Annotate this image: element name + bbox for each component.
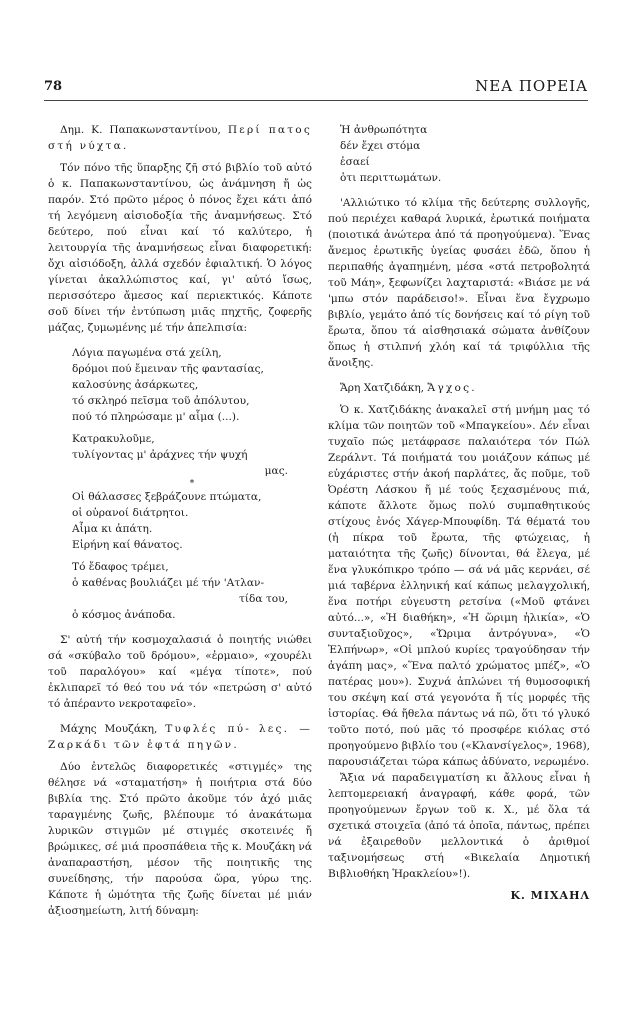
review-title-cont: πατος στή νύχτα. — [48, 124, 313, 152]
poem-line: πού τό πληρώσαμε μ' αἷμα (...). — [72, 411, 240, 423]
review-heading — [48, 721, 312, 753]
review-paragraph: Ἄξια νά παραδειγματίση κι ἄλλους εἶναι ἡ λεπτομερειακή ἀναγραφή, κάθε φορά, τῶν προηγούμενων ἔργων τοῦ κ. Χ., μέ ὅλα τά σχετικά στοιχεῖα (ἀπό τά ὁποῖα, πάντως, πρέπει νά ἐξαιρεθοῦν μελλοντικά ὁ ἀριθμοί ταξινομήσεως στή «Βικελαία Δημοτική Βιβλιοθήκη Ἡρακλείου»!). — [328, 772, 590, 880]
header-rule — [44, 100, 588, 101]
poem-quote — [72, 345, 312, 623]
review-paragraph: Ὁ κ. Χατζιδάκης ἀνακαλεῖ στή μνήμη μας τό κλίμα τῶν ποιητῶν τοῦ «Μπαγκείου». Δέν εἶναι τυχαῖο πώς μετάφρασε παλαιότερα τόν Πώλ Ζεράλντ. Τά ποιήματά του μοιάζουν κάπως μέ εὐχάριστες στήν ἀκοή παρλάτες, ἄς ποῦμε, τοῦ Ὀρέστη Λάσκου ἤ μέ τούς ξεχασμένους πιά, κάποτε ἄλλοτε ὅμως πολύ συμπαθητικούς στίχους ἑνός Χάγερ-Μπουφίδη. Τά θέματά του (ἡ πίκρα τοῦ ἔρωτα, τῆς φτώχειας, ἡ ματαιότητα τῆς ζωῆς) δίνονται, θά ἔλεγα, μέ ἕνα γλυκόπικρο τρόπο — σά νά μᾶς κερνάει, σέ μιά ταβέρνα ἑλληνική καί κάπως μελαγχολική, ἕνα ποτήρι εὐγευστη ρετσίνα («Μοῦ φτάνει αὐτό...», «Ἡ διαθήκη», «Ἡ ὥριμη ἡλικία», «Ὁ συνταξιοῦχος», «Ὥριμα ἀντρόγυνα», «Ὁ Ἐλπήνωρ», «Οἱ μπλού κυρίες τραγούδησαν τήν ἀγάπη μας», «Ἕνα παλτό χρώματος μπέζ», «Ὁ πατέρας μου»). Συχνά ἁπλώνει τή θυμοσοφική του σκέψη καί στά γεγονότα ἤ τίς μορφές τῆς ἱστορίας. Θά ἤθελα πάντως νά πῶ, ὅτι τό γλυκό τοῦτο ποτό, πού μᾶς τό προσφέρε κιόλας στό προηγούμενο βιβλίο του («Κλανσίγελος», 1968), παρουσιάζεται τώρα κάπως ἀδύνατο, νερωμένο. — [328, 404, 590, 768]
poem-line: Αἷμα κι ἀπάτη. — [72, 523, 153, 535]
poem-line: Λόγια παγωμένα στά χείλη, — [72, 347, 222, 359]
poem-line: τυλίγοντας μ' ἀράχνες τήν ψυχή — [72, 449, 248, 461]
review-paragraph: Δύο ἐντελῶς διαφορετικές «στιγμές» της θέλησε νά «σταματήση» ἡ ποιήτρια στά δύο βιβλία της. Στό πρῶτο ἀκοῦμε τόν ἀχό μιᾶς ταραγμένης ζωῆς, βλέπουμε τό ἀνακάτωμα λυρικῶν στιγμῶν μέ στιγμές σκοτεινές ἤ βρώμικες, σέ μιά προσπάθεια τῆς κ. Μουζάκη νά ἀναπαραστήση, μέσον τῆς ποιητικῆς της συνείδησης, τήν παρούσα ὥρα, γύρω της. Κάποτε ἡ ὠμότητα τῆς ζωῆς δίνεται μέ μιάν ἀξιοσημείωτη, λιτή δύναμη: — [48, 761, 312, 917]
poem-line-cont: μας. — [264, 465, 288, 477]
poem-line-cont: τίδα του, — [239, 593, 288, 605]
poem-line: ὁ καθένας βουλιάζει μέ τήν 'Ατλαν- — [72, 577, 265, 589]
review-heading — [48, 122, 312, 154]
poem-line: οἱ οὐρανοί διάτρητοι. — [72, 507, 189, 519]
page-number: 78 — [44, 79, 63, 94]
review-author: Ἄρη Χατζιδάκη, — [340, 382, 425, 394]
review-title: Τυφλές πύ- — [165, 723, 252, 735]
review-title: Περί — [227, 124, 262, 136]
poem-line: ἐσαεί — [340, 156, 370, 168]
review-paragraph: Τόν πόνο τῆς ὕπαρξης ζῆ στό βιβλίο τοῦ αὐτό ὁ κ. Παπακωνσταντίνου, ὡς ἀνάμνηση ἤ ὡς παρόν. Στό πρῶτο μέρος ὁ πόνος ἔχει κάτι ἀπό τή λεγόμενη αἰσιοδοξία τῆς ἀναμνήσεως. Στό δεύτερο, πού εἶναι καί τό καλύτερο, ἡ λειτουργία τῆς ἀναμνήσεως εἶναι διαφορετική: ὄχι αἰσιόδοξη, ἀλλά σχεδόν ἐφιαλτική. Ὁ λόγος γίνεται ἀκαλλώπιστος καί, γι' αὐτό ἴσως, περισσότερο ἄμεσος καί περιεκτικός. Κάποτε σοῦ δίνει τήν ἐντύπωση μιᾶς πηχτῆς, ζοφερῆς μάζας, ζυμωμένης μέ τήν ἀπελπισία: — [48, 162, 312, 334]
author-signature: Κ. ΜΙΧΑΗΛ — [510, 889, 590, 902]
poem-line: ὁτι περιττωμάτων. — [340, 172, 442, 184]
poem-line: καλοσύνης ἀσάρκωτες, — [72, 379, 199, 391]
poem-line: Εἰρήνη καί θάνατος. — [72, 539, 183, 551]
poem-line: ὁ κόσμος ἀνάποδα. — [72, 609, 176, 621]
review-title: Ἄγχος. — [427, 382, 477, 394]
review-paragraph: Σ' αὐτή τήν κοσμοχαλασιά ὁ ποιητής νιώθει σά «σκύβαλο τοῦ δρόμου», «ἐρμαιο», «χουρέλι τοῦ παραλόγου» καί «μέγα τίποτε», πού ἐκλιπαρεῖ τό θεό του νά τόν «πετρώση σ' αὐτό τό ἀπέραντο νεκροταφεῖο». — [48, 634, 312, 710]
poem-line: Τό ἔδαφος τρέμει, — [72, 561, 169, 573]
review-author: Μάχης Μουζάκη, — [60, 723, 158, 735]
poem-line: Κατρακυλοῦμε, — [72, 433, 155, 445]
poem-line: τό σκληρό πεῖσμα τοῦ ἀπόλυτου, — [72, 395, 250, 407]
poem-line: Οἱ θάλασσες ξεβράζουνε πτώματα, — [72, 491, 262, 503]
poem-line: δέν ἔχει στόμα — [340, 140, 421, 152]
review-heading — [328, 380, 590, 396]
review-author: Δημ. Κ. Παπακωνσταντίνου, — [60, 124, 221, 136]
right-column — [328, 122, 590, 904]
journal-title: ΝΕΑ ΠΟΡΕΙΑ — [475, 77, 588, 95]
review-title-cont: λες. — Ζαρκάδι τῶν ἑφτά πηγῶν. — [48, 723, 312, 751]
poem-line: δρόμοι πού ἔμειναν τῆς φαντασίας, — [72, 363, 264, 375]
poem-quote — [340, 122, 590, 186]
poem-line: Ἡ ἀνθρωπότητα — [340, 124, 428, 136]
section-star: * — [189, 479, 195, 489]
left-column — [48, 122, 312, 919]
review-paragraph: 'Αλλιώτικο τό κλίμα τῆς δεύτερης συλλογῆς, πού περιέχει καθαρά λυρικά, ἐρωτικά ποιήματα (ποιοτικά ἀνώτερα ἀπό τά προηγούμενα). Ἕνας ἄνεμος ἐρωτικῆς ὑγείας φυσάει ἐδῶ, ὅπου ἡ περιπαθής ἀγαπημένη, μέσα «στά πετροβολητά τοῦ Μάη», ξεφωνίζει λαχταριστά: «Βιάσε με νά 'μπω στόν παράδεισο!». Εἶναι ἕνα ἔγχρωμο βιβλίο, γεμάτο ἀπό τίς δονήσεις καί τό ρίγη τοῦ ἔρωτα, ὅπου τά αἰσθησιακά σώματα ἀνθίζουν ὅπως ἡ στιλπνή χλόη καί τά τριφύλλια τῆς ἄνοιξης. — [328, 197, 590, 369]
